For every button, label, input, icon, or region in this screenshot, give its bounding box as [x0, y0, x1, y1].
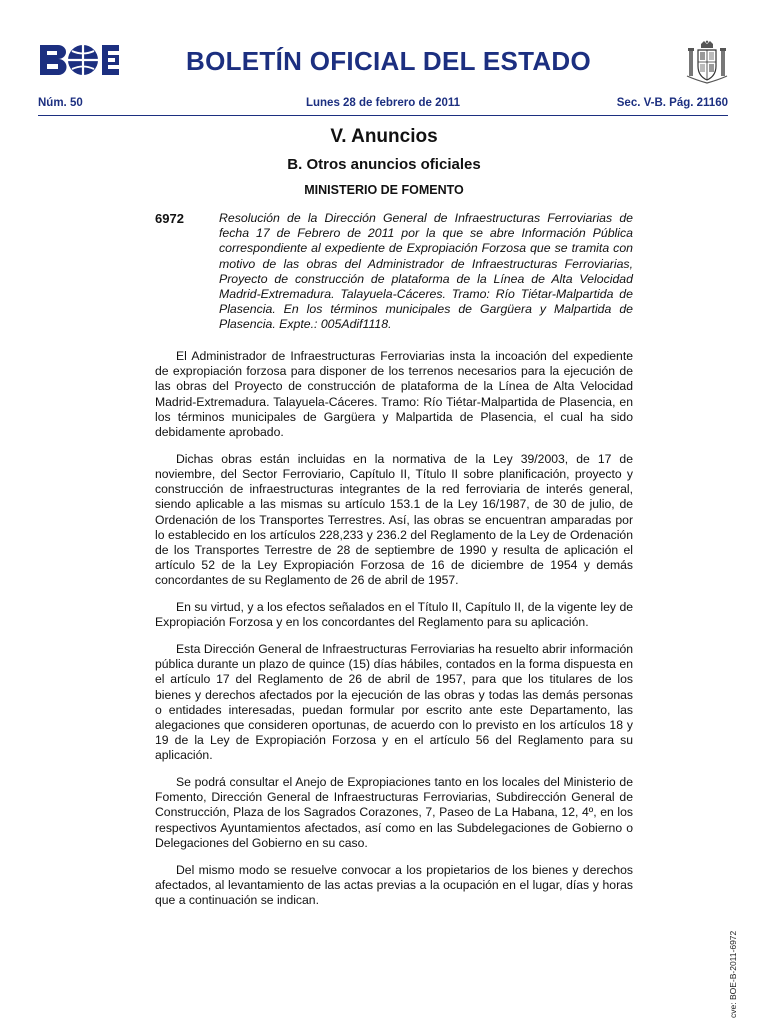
body-paragraph: Dichas obras están incluidas en la normativa de la Ley 39/2003, de 17 de noviembre, del Sector Ferroviario, Capítulo II, Título II sobre planificación, proyecto y construcción de infraestructuras integrantes de la red ferroviaria de interés general, siendo aplicable a las mismas su artículo 153.1 de la Ley 16/1987, de 30 de julio, de Ordenación de los Transportes Terrestres. Así, las obras se encuentran amparadas por lo establecido en los artículos 228,233 y 236.2 del Reglamento de la Ley de Ordenación de los Transportes Terrestre de 28 de septiembre de 1990 y resulta de aplicación el artículo 52 de la Ley Expropiación Forzosa de 16 de diciembre de 1954 y demás concordantes de su Reglamento de 26 de abril de 1957.: [155, 451, 633, 588]
header-divider: [38, 115, 728, 116]
cve-code: cve: BOE-B-2011-6972: [728, 930, 738, 1018]
section-page: Sec. V-B. Pág. 21160: [616, 97, 728, 109]
ministry-heading: MINISTERIO DE FOMENTO: [304, 183, 464, 197]
announcement-number: 6972: [155, 211, 184, 226]
issue-number: Núm. 50: [38, 97, 83, 109]
announcement-body: [155, 349, 633, 920]
body-paragraph: En su virtud, y a los efectos señalados en el Título II, Capítulo II, de la vigente ley de Expropiación Forzosa y en los concordantes del Reglamento para su aplicación.: [155, 600, 633, 630]
body-paragraph: Del mismo modo se resuelve convocar a los propietarios de los bienes y derechos afectados, al levantamiento de las actas previas a la ocupación en el lugar, días y horas que a continuación se indican.: [155, 862, 633, 907]
body-paragraph: Se podrá consultar el Anejo de Expropiaciones tanto en los locales del Ministerio de Fomento, Dirección General de Infraestructuras Ferroviarias, Subdirección General de Construcción, Plaza de los Sagrados Corazones, 7, Paseo de La Habana, 12, 4º, en los respectivos Ayuntamientos afectados, así como en las Subdelegaciones de Gobierno o Delegaciones del Gobierno en su caso.: [155, 775, 633, 850]
issue-meta-row: [38, 97, 728, 113]
boe-logo: [38, 43, 120, 77]
issue-date: Lunes 28 de febrero de 2011: [305, 97, 461, 109]
body-paragraph: Esta Dirección General de Infraestructuras Ferroviarias ha resuelto abrir información pública durante un plazo de quince (15) días hábiles, contados en la forma dispuesta en el artículo 17 del Reglamento de 26 de abril de 1957, para que los titulares de los bienes y derechos afectados por la ejecución de las obras y todas las demás personas o entidades interesadas, puedan formular por escrito ante este Departamento, las alegaciones que consideren oportunas, de acuerdo con lo previsto en los artículos 18 y 19 de la Ley de Expropiación Forzosa y en el artículo 56 del Reglamento para su aplicación.: [155, 641, 633, 763]
site-title: BOLETÍN OFICIAL DEL ESTADO: [186, 46, 592, 76]
announcement-title: Resolución de la Dirección General de Infraestructuras Ferroviarias de fecha 17 de Febrero de 2011 por la que se abre Información Pública correspondiente al expediente de Expropiación Forzosa que se tramita con motivo de las obras del Administrador de Infraestructuras Ferroviarias, Proyecto de construcción de plataforma de la Línea de Alta Velocidad Madrid-Extremadura. Talayuela-Cáceres. Tramo: Río Tiétar-Malpartida de Plasencia. En los términos municipales de Gargüera y Malpartida de Plasencia. Expte.: 005Adif1118.: [219, 211, 633, 332]
coat-of-arms-icon: [686, 40, 728, 84]
section-heading: V. Anuncios: [330, 126, 438, 147]
body-paragraph: El Administrador de Infraestructuras Ferroviarias insta la incoación del expediente de expropiación forzosa para disponer de los terrenos necesarios para la ejecución de las obras del Proyecto de construcción de plataforma de la Línea de Alta Velocidad Madrid-Extremadura. Talayuela-Cáceres. Tramo: Río Tiétar-Malpartida de Plasencia, en los términos municipales de Gargüera y Malpartida de Plasencia, el cual ha sido debidamente aprobado.: [155, 349, 633, 440]
section-subheading: B. Otros anuncios oficiales: [287, 156, 481, 173]
page-header: [38, 40, 728, 90]
